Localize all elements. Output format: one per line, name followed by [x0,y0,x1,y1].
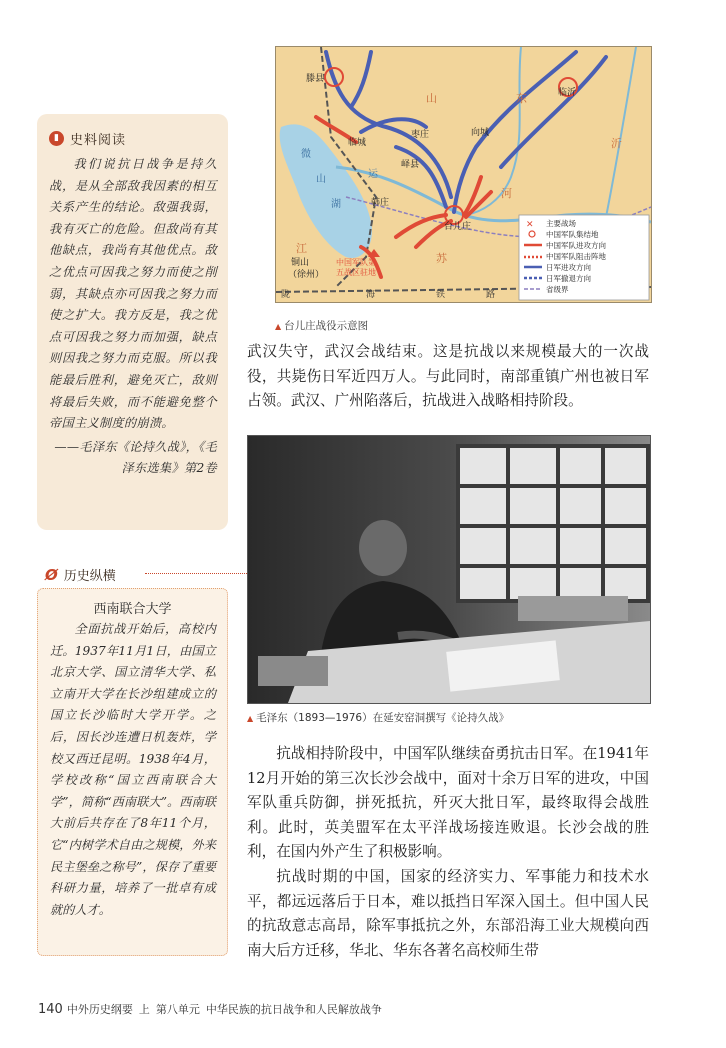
region-long: 陇 [281,290,291,300]
footer-unit: 第八单元 [155,1003,200,1016]
footer-unit-title: 中华民族的抗日战争和人民解放战争 [205,1003,382,1016]
sidebar-history-body [50,619,216,921]
label-zaozhuang: 枣庄 [411,130,430,140]
region-tie: 铁 [436,290,446,300]
region-shan: 山 [426,92,437,105]
legend-battlefield: 主要战场 [546,219,576,228]
sidebar-history-box [37,588,228,956]
paragraph-bottom [247,865,649,963]
footer-book: 中外历史纲要 [66,1003,133,1016]
label-hq-2: 五战区驻地 [336,268,376,277]
sidebar-history-subtitle: 西南联合大学 [93,602,172,617]
region-dong: 东 [516,92,527,105]
paragraph-bottom-text: 抗战时期的中国，国家的经济实力、军事能力和技术水平，都远远落后于日本，难以抵挡日军深入国土。但中国人民的抗敌意志高昂，除军事抵抗之外，东部沿海工业大规模向西南大后方迁移，华北、华东各著名高校师生带 [247,868,649,959]
label-hanzhuang: 韩庄 [371,198,390,208]
photo-svg [248,436,650,703]
legend-border: 省级界 [546,285,569,294]
sidebar-reading-title: 史料阅读 [70,133,127,148]
region-yi: 沂 [611,137,622,150]
sidebar-reading-box [37,114,228,530]
region-hai: 海 [366,290,376,300]
paragraph-mid [247,742,649,865]
label-lincheng: 临城 [348,138,367,148]
sidebar-reading-source: ——毛泽东《论持久战》，《毛泽东选集》第2卷 [54,439,217,476]
battle-map [275,46,652,303]
legend-china-block: 中国军队阻击阵地 [546,252,606,261]
footer-volume: 上 [138,1003,150,1016]
region-hu: 湖 [331,199,341,210]
caption-triangle-icon: ▲ [275,322,282,331]
page-number: 140 [38,1002,63,1017]
photo-caption [247,710,509,725]
legend-japan-retreat: 日军撤退方向 [546,274,591,283]
sidebar-reading-body [49,154,217,480]
sidebar-history-title: 历史纵横 [63,569,116,584]
region-jiang: 江 [296,242,307,255]
region-yun: 运 [368,169,378,180]
label-linyi: 临沂 [558,88,577,98]
legend-japan-attack: 日军进攻方向 [546,263,591,272]
region-shan2: 山 [316,174,326,185]
legend-china-attack: 中国军队进攻方向 [546,241,606,250]
label-xiangcheng: 向城 [471,128,490,138]
label-hq-1: 中国军队第 [336,258,376,267]
photo-caption-text: 毛泽东（1893—1976）在延安窑洞撰写《论持久战》 [256,712,510,724]
label-yicheng: 峄县 [401,160,420,170]
paragraph-top-text: 武汉失守，武汉会战结束。这是抗战以来规模最大的一次战役，共毙伤日军近四万人。与此同时，南部重镇广州也被日军占领。武汉、广州陷落后，抗战进入战略相持阶段。 [247,343,649,410]
legend-assembly: 中国军队集结地 [546,230,599,239]
photo-mao-writing [247,435,651,704]
battle-map-svg [276,47,651,302]
paragraph-mid-text: 抗战相持阶段中，中国军队继续奋勇抗击日军。在1941年12月开始的第三次长沙会战中，面对十余万日军的进攻，中国军队重兵防御，拼死抵抗，歼灭大批日军，最终取得会战胜利。此时，英美盟军在太平洋战场接连败退。长沙会战的胜利，在国内外产生了积极影响。 [247,745,649,861]
region-he: 河 [501,187,512,200]
sidebar-reading-text: 我们说抗日战争是持久战，是从全部敌我因素的相互关系产生的结论。敌强我弱，我有灭亡的危险。但敌尚有其他缺点，我尚有其他优点。敌之优点可因我之努力而使之削弱，其缺点亦可因我之努力而使之扩大。我方反是，我之优点可因我之努力而加强，缺点则因我之努力而克服。所以我能最后胜利，避免灭亡，敌则将最后失败，而不能避免整个帝国主义制度的崩溃。 [49,157,217,431]
map-caption-text: 台儿庄战役示意图 [284,320,369,332]
sidebar-reading-header [49,129,126,148]
paragraph-top [247,340,649,414]
caption-triangle-icon-2: ▲ [247,714,254,723]
page-footer [38,1001,388,1017]
region-wei: 微 [301,149,311,160]
map-legend [519,215,649,300]
label-teng: 滕县 [306,74,325,84]
region-su: 苏 [436,252,447,265]
label-xuzhou: （徐州） [288,270,325,280]
sidebar-history-text: 全面抗战开始后，高校内迁。1937年11月1日，由国立北京大学、国立清华大学、私立南开大学在长沙组建成立的国立长沙临时大学开学。之后，因长沙连遭日机轰炸，学校又西迁昆明。1938年4月，学校改称“国立西南联合大学”，简称“西南联大”。西南联大前后共存在了8年11个月，它“内树学术自由之规模，外来民主堡垒之称号”，保存了重要科研力量，培养了一批卓有成就的人才。 [50,622,216,917]
legend-cross-icon: ✕ [526,220,534,230]
book-icon: ▮ [49,131,64,146]
label-taierzhuang: 台儿庄 [444,222,472,232]
swirl-icon: Ø [45,565,58,584]
map-caption [275,318,368,333]
sidebar-history-header [45,565,116,584]
label-tongshan: 铜山 [291,258,310,268]
region-lu: 路 [486,290,496,300]
